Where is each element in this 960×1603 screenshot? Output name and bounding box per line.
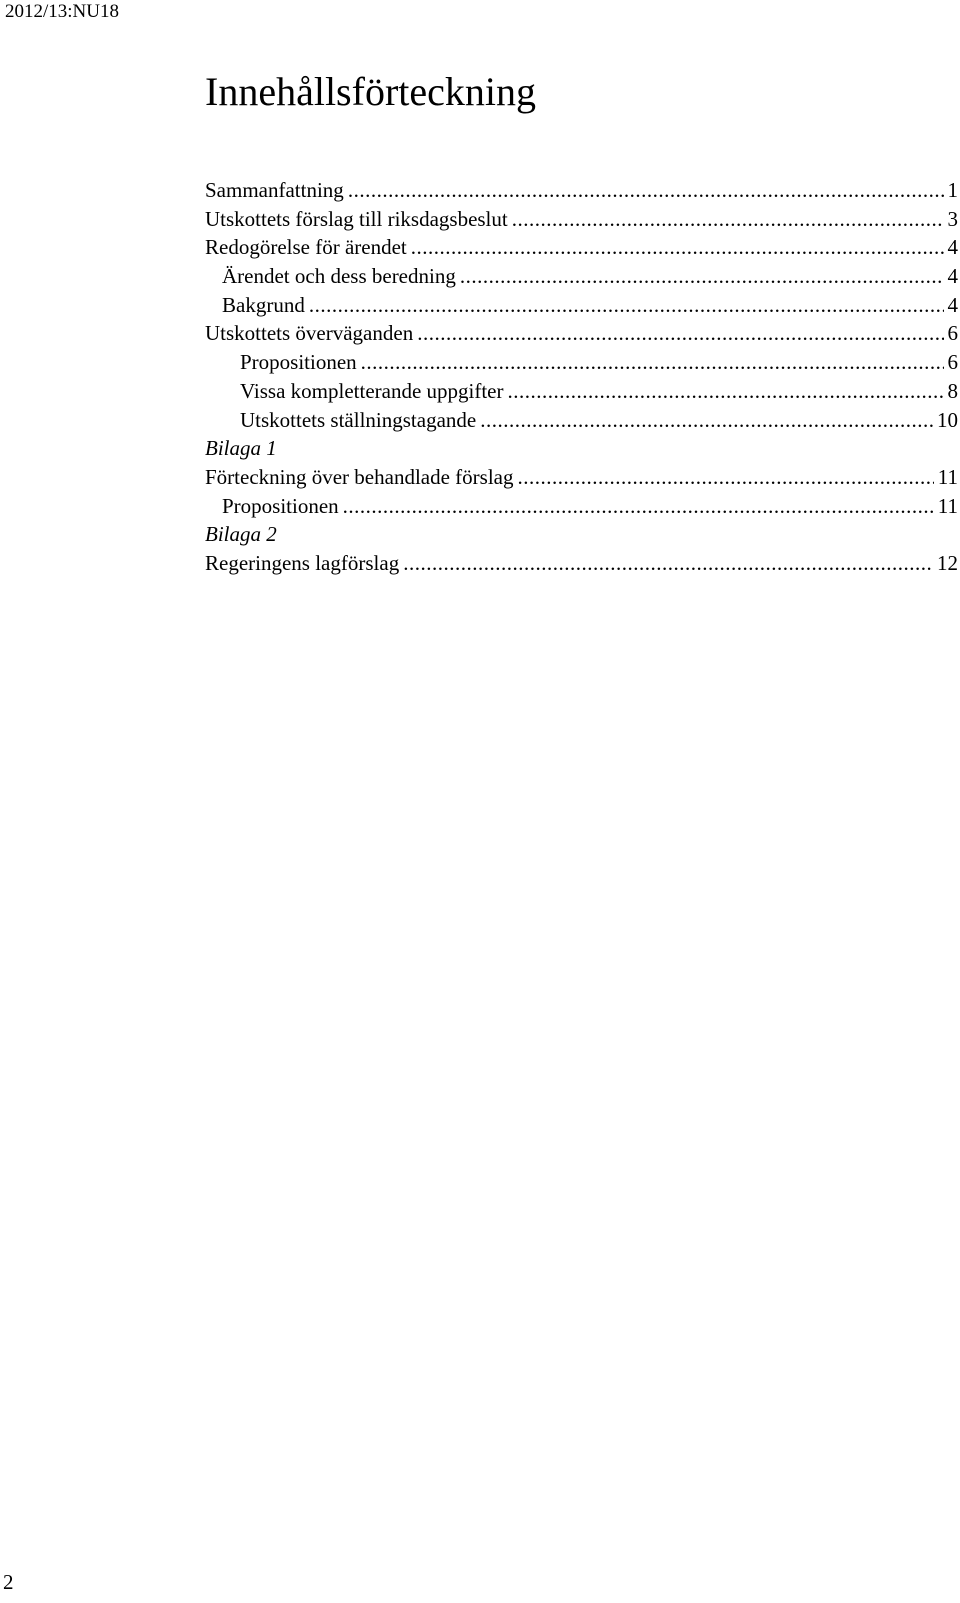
table-of-contents <box>205 176 958 578</box>
toc-entry-label: Utskottets ställningstagande <box>240 407 477 432</box>
toc-section-heading: Bilaga 2 <box>205 522 277 547</box>
toc-entry-page: 6 <box>947 321 958 346</box>
document-id: 2012/13:NU18 <box>5 1 119 22</box>
toc-entry[interactable] <box>205 319 958 348</box>
toc-entry-page: 4 <box>947 264 958 289</box>
toc-entry[interactable] <box>205 176 958 205</box>
page-title: Innehållsförteckning <box>205 69 536 114</box>
toc-leader-dots <box>343 492 934 521</box>
toc-entry[interactable] <box>205 463 958 492</box>
toc-leader-dots <box>348 176 944 205</box>
toc-entry-page: 1 <box>947 178 958 202</box>
toc-entry-page: 11 <box>937 464 958 489</box>
toc-entry[interactable] <box>205 262 958 291</box>
toc-entry-page: 4 <box>947 235 958 260</box>
toc-entry-page: 12 <box>937 550 958 575</box>
toc-entry-label: Redogörelse för ärendet <box>205 235 407 260</box>
page-number: 2 <box>3 1570 14 1594</box>
toc-leader-dots <box>480 406 933 435</box>
toc-entry-label: Ärendet och dess beredning <box>222 264 456 289</box>
toc-entry-label: Regeringens lagförslag <box>205 550 400 575</box>
toc-entry[interactable] <box>205 549 958 578</box>
toc-leader-dots <box>512 205 944 234</box>
toc-entry[interactable] <box>205 348 958 377</box>
toc-entry-label: Vissa kompletterande uppgifter <box>240 378 504 403</box>
toc-leader-dots <box>309 291 944 320</box>
toc-entry-page: 11 <box>937 493 958 518</box>
toc-entry-page: 4 <box>947 292 958 317</box>
toc-entry-page: 10 <box>937 407 958 432</box>
toc-entry[interactable] <box>205 233 958 262</box>
toc-leader-dots <box>517 463 933 492</box>
toc-leader-dots <box>411 233 944 262</box>
toc-section-heading: Bilaga 1 <box>205 436 277 461</box>
toc-entry-label: Sammanfattning <box>205 178 344 202</box>
toc-entry-label: Utskottets förslag till riksdagsbeslut <box>205 206 508 231</box>
toc-entry-label: Bakgrund <box>222 292 305 317</box>
toc-entry-page: 8 <box>947 378 958 403</box>
toc-entry[interactable] <box>205 205 958 234</box>
toc-entry-page: 3 <box>947 206 958 231</box>
toc-entry-label: Förteckning över behandlade förslag <box>205 464 514 489</box>
toc-entry[interactable] <box>205 291 958 320</box>
toc-entry-page: 6 <box>947 350 958 375</box>
toc-entry-label: Propositionen <box>222 493 339 518</box>
toc-entry[interactable] <box>205 377 958 406</box>
toc-leader-dots <box>403 549 933 578</box>
toc-entry[interactable] <box>205 492 958 521</box>
toc-leader-dots <box>361 348 944 377</box>
toc-entry-label: Propositionen <box>240 350 357 375</box>
toc-entry[interactable] <box>205 406 958 435</box>
toc-leader-dots <box>460 262 944 291</box>
toc-leader-dots <box>417 319 943 348</box>
toc-entry-label: Utskottets överväganden <box>205 321 414 346</box>
toc-leader-dots <box>508 377 944 406</box>
